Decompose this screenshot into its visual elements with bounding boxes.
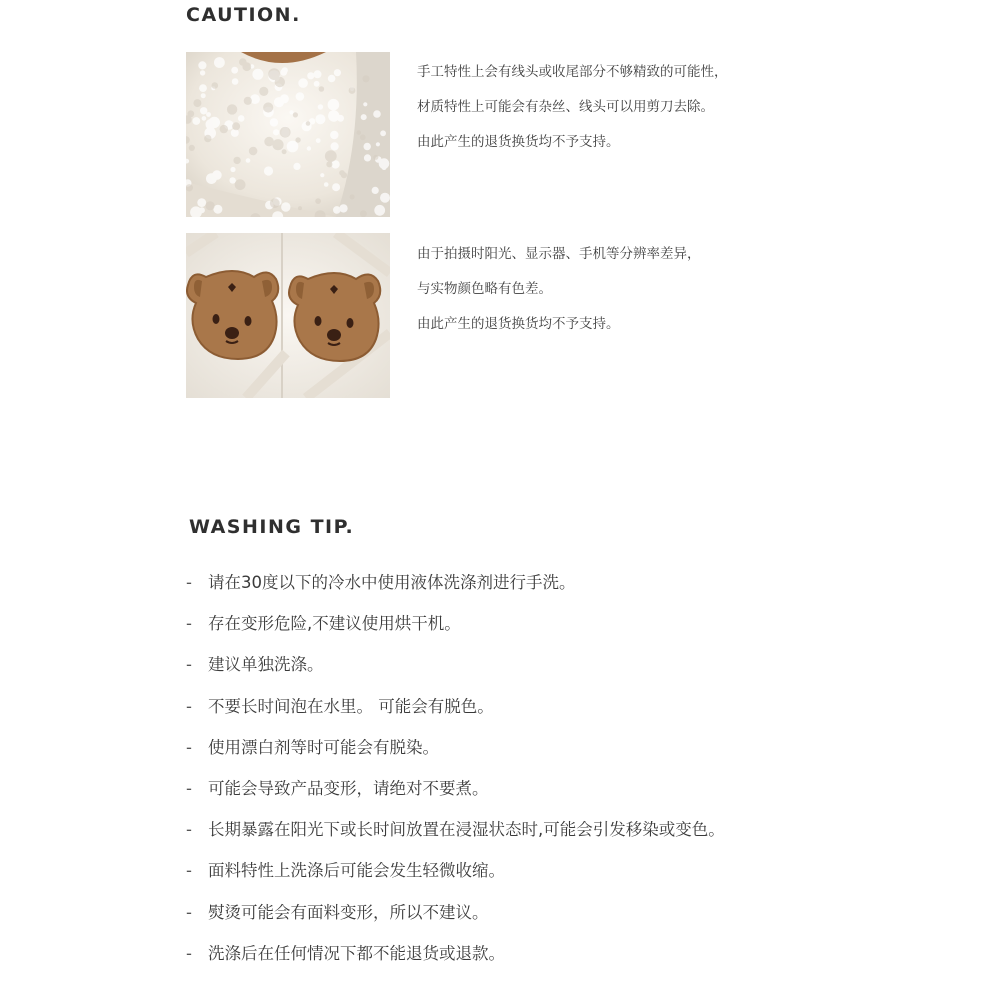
tip-text: 可能会导致产品变形，请绝对不要煮。 (208, 778, 489, 798)
washing-tip-item (186, 809, 806, 850)
bullet-dash: - (186, 902, 192, 922)
washing-tip-item (186, 562, 806, 603)
note-line: 与实物颜色略有色差。 (417, 281, 552, 297)
bullet-dash: - (186, 614, 192, 634)
note-line: 由此产生的退货换货均不予支持。 (417, 316, 620, 332)
washing-tip-item (186, 768, 806, 809)
washing-tip-item (186, 727, 806, 768)
bullet-dash: - (186, 696, 192, 716)
caution-note-2 (417, 237, 777, 342)
caution-note-1 (417, 55, 777, 160)
tip-text: 存在变形危险,不建议使用烘干机。 (208, 614, 461, 634)
washing-tip-list (186, 562, 806, 974)
tip-text: 请在30度以下的冷水中使用液体洗涤剂进行手洗。 (208, 573, 576, 592)
washing-tip-item (186, 686, 806, 727)
note-line: 材质特性上可能会有杂丝、线头可以用剪刀去除。 (417, 99, 714, 115)
bullet-dash: - (186, 573, 192, 592)
tip-text: 长期暴露在阳光下或长时间放置在浸湿状态时,可能会引发移染或变色。 (208, 820, 725, 840)
note-line: 由于拍摄时阳光、显示器、手机等分辨率差异， (417, 246, 701, 262)
bullet-dash: - (186, 655, 192, 675)
tip-text: 洗涤后在任何情况下都不能退货或退款。 (208, 943, 505, 963)
tip-text: 熨烫可能会有面料变形，所以不建议。 (208, 902, 489, 922)
bear-patch-photo (186, 233, 390, 398)
tip-text: 不要长时间泡在水里。 可能会有脱色。 (208, 696, 494, 716)
bullet-dash: - (186, 737, 192, 757)
note-line: 手工特性上会有线头或收尾部分不够精致的可能性， (417, 64, 728, 80)
caution-title: CAUTION. (186, 4, 301, 26)
tip-text: 面料特性上洗涤后可能会发生轻微收缩。 (208, 861, 505, 881)
washing-tip-item (186, 892, 806, 933)
washing-tip-item (186, 933, 806, 974)
washing-tip-item (186, 644, 806, 685)
tip-text: 使用漂白剂等时可能会有脱染。 (208, 737, 439, 757)
fleece-closeup-photo (186, 52, 390, 217)
note-line: 由此产生的退货换货均不予支持。 (417, 134, 620, 150)
bullet-dash: - (186, 861, 192, 881)
bullet-dash: - (186, 778, 192, 798)
washing-tip-item (186, 603, 806, 644)
tip-text: 建议单独洗涤。 (208, 655, 324, 675)
bullet-dash: - (186, 943, 192, 963)
bullet-dash: - (186, 820, 192, 840)
washing-tip-item (186, 850, 806, 891)
washing-tip-title: WASHING TIP. (189, 516, 355, 538)
